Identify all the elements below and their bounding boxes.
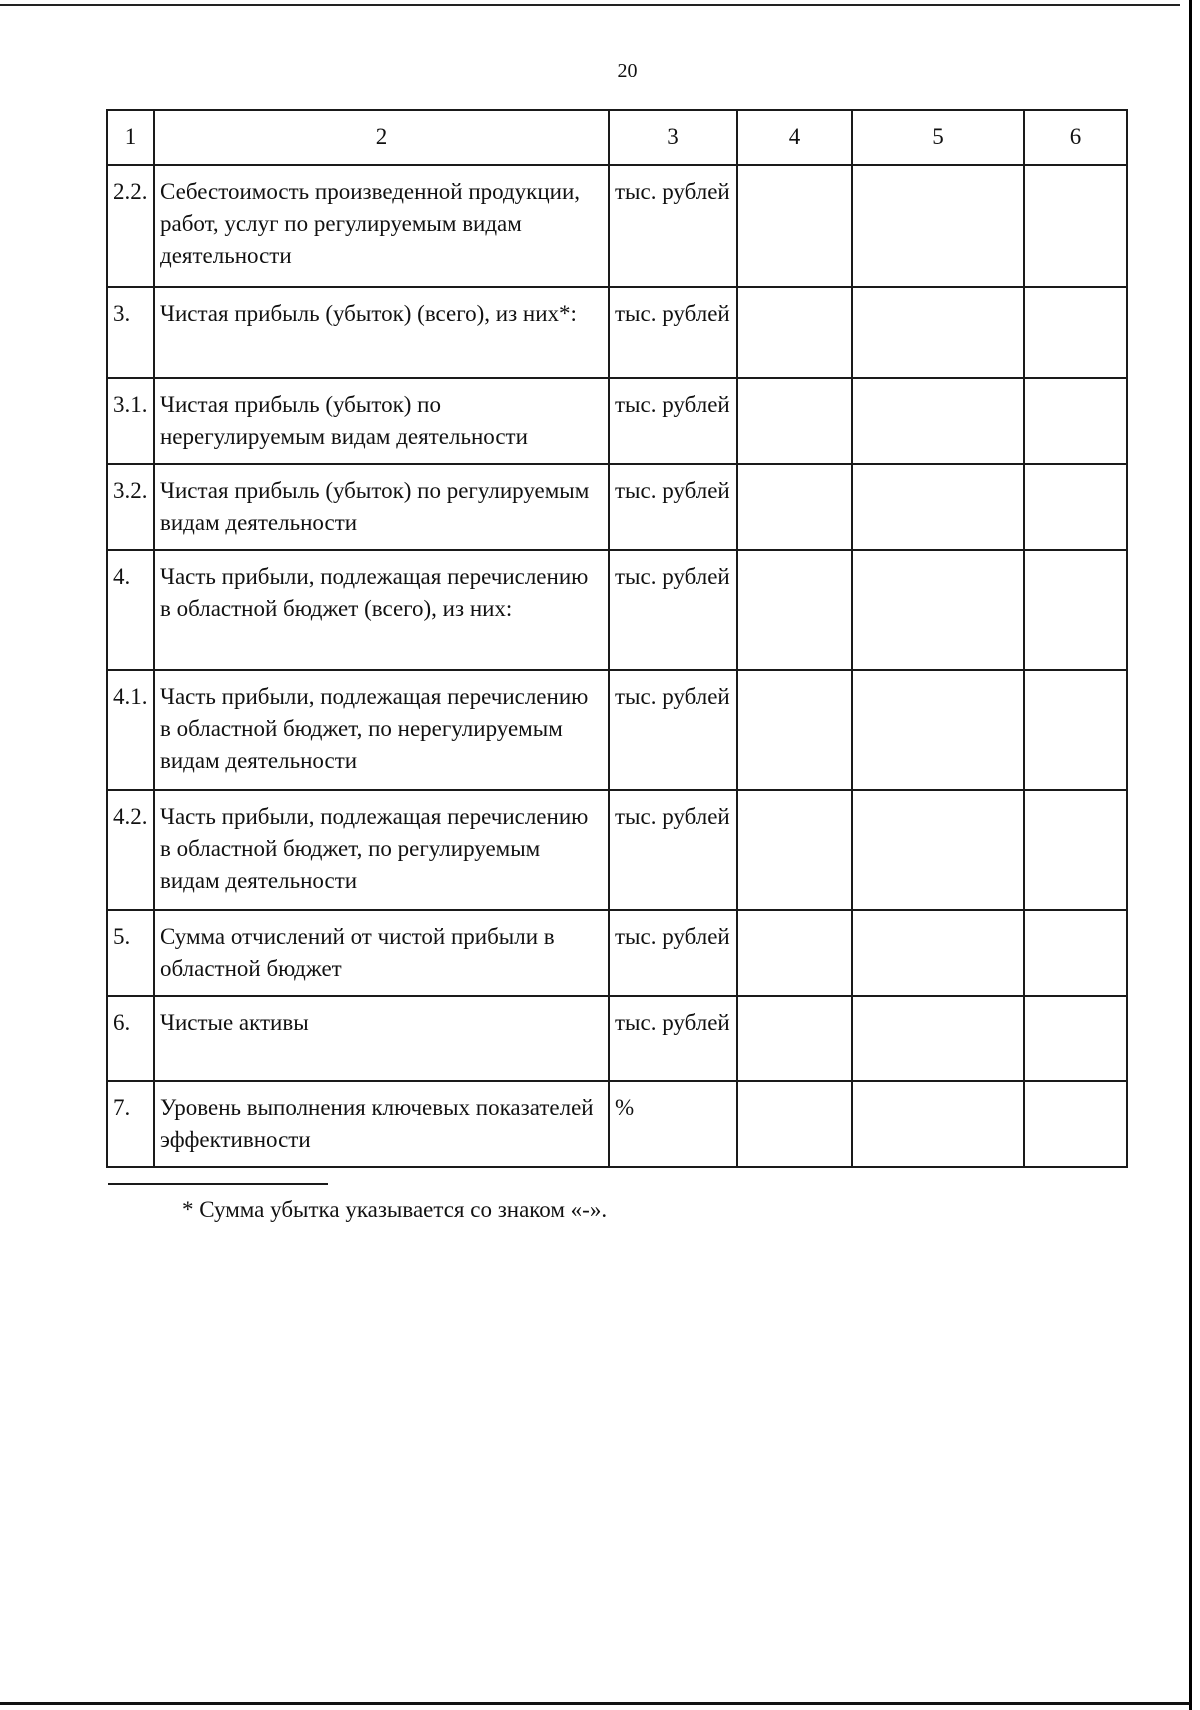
value-cell-6 (1024, 670, 1127, 790)
table-body (107, 165, 1127, 1167)
value-cell-5 (852, 910, 1024, 996)
table-row (107, 1081, 1127, 1167)
indicator-name-cell: Чистые активы (154, 996, 609, 1081)
unit-cell: % (609, 1081, 737, 1167)
page-number: 20 (617, 60, 638, 82)
header-cell-4: 4 (737, 110, 852, 165)
indicator-name-cell: Себестоимость произведенной продукции, работ, услуг по регулируемым видам деятельности (154, 165, 609, 287)
unit-cell: тыс. рублей (609, 464, 737, 550)
unit-cell: тыс. рублей (609, 165, 737, 287)
value-cell-4 (737, 378, 852, 464)
indicator-name-cell: Часть прибыли, подлежащая перечислению в областной бюджет, по регулируемым видам деятельности (154, 790, 609, 910)
row-number-cell: 4.2. (107, 790, 154, 910)
header-cell-3: 3 (609, 110, 737, 165)
value-cell-4 (737, 1081, 852, 1167)
indicator-name-cell: Чистая прибыль (убыток) по нерегулируемым видам деятельности (154, 378, 609, 464)
value-cell-6 (1024, 1081, 1127, 1167)
header-cell-6: 6 (1024, 110, 1127, 165)
scan-right-border (1189, 0, 1192, 1710)
value-cell-4 (737, 910, 852, 996)
table-row (107, 287, 1127, 378)
value-cell-4 (737, 790, 852, 910)
indicator-name-cell: Чистая прибыль (убыток) по регулируемым видам деятельности (154, 464, 609, 550)
indicator-name-cell: Сумма отчислений от чистой прибыли в областной бюджет (154, 910, 609, 996)
row-number-cell: 3.2. (107, 464, 154, 550)
row-number-cell: 5. (107, 910, 154, 996)
footnote: * Сумма убытка указывается со знаком «-». (182, 1197, 608, 1222)
unit-cell: тыс. рублей (609, 378, 737, 464)
unit-cell: тыс. рублей (609, 790, 737, 910)
table-row (107, 670, 1127, 790)
indicator-name-cell: Часть прибыли, подлежащая перечислению в областной бюджет, по нерегулируемым видам деятельности (154, 670, 609, 790)
unit-cell: тыс. рублей (609, 670, 737, 790)
unit-cell: тыс. рублей (609, 287, 737, 378)
indicator-name-cell: Уровень выполнения ключевых показателей эффективности (154, 1081, 609, 1167)
row-number-cell: 3. (107, 287, 154, 378)
indicator-name-cell: Чистая прибыль (убыток) (всего), из них*: (154, 287, 609, 378)
table-row (107, 165, 1127, 287)
value-cell-5 (852, 464, 1024, 550)
value-cell-4 (737, 550, 852, 670)
row-number-cell: 2.2. (107, 165, 154, 287)
scan-bottom-border (0, 1702, 1190, 1705)
value-cell-5 (852, 670, 1024, 790)
header-cell-1: 1 (107, 110, 154, 165)
unit-cell: тыс. рублей (609, 996, 737, 1081)
value-cell-4 (737, 996, 852, 1081)
header-cell-5: 5 (852, 110, 1024, 165)
row-number-cell: 6. (107, 996, 154, 1081)
value-cell-5 (852, 790, 1024, 910)
table-row (107, 790, 1127, 910)
report-table (106, 109, 1128, 1168)
value-cell-5 (852, 550, 1024, 670)
value-cell-6 (1024, 790, 1127, 910)
value-cell-4 (737, 464, 852, 550)
footnote-rule (108, 1183, 328, 1185)
value-cell-4 (737, 165, 852, 287)
value-cell-6 (1024, 378, 1127, 464)
indicator-name-cell: Часть прибыли, подлежащая перечислению в областной бюджет (всего), из них: (154, 550, 609, 670)
header-row (107, 110, 1127, 165)
value-cell-5 (852, 996, 1024, 1081)
value-cell-5 (852, 287, 1024, 378)
table-row (107, 378, 1127, 464)
value-cell-6 (1024, 287, 1127, 378)
value-cell-4 (737, 670, 852, 790)
unit-cell: тыс. рублей (609, 910, 737, 996)
table-row (107, 464, 1127, 550)
value-cell-6 (1024, 910, 1127, 996)
value-cell-5 (852, 378, 1024, 464)
value-cell-5 (852, 165, 1024, 287)
table-row (107, 910, 1127, 996)
value-cell-6 (1024, 464, 1127, 550)
scan-top-border (0, 4, 1180, 6)
value-cell-6 (1024, 165, 1127, 287)
header-cell-2: 2 (154, 110, 609, 165)
table-header (107, 110, 1127, 165)
table-row (107, 996, 1127, 1081)
row-number-cell: 7. (107, 1081, 154, 1167)
value-cell-4 (737, 287, 852, 378)
row-number-cell: 4. (107, 550, 154, 670)
row-number-cell: 3.1. (107, 378, 154, 464)
value-cell-6 (1024, 996, 1127, 1081)
value-cell-6 (1024, 550, 1127, 670)
table-row (107, 550, 1127, 670)
unit-cell: тыс. рублей (609, 550, 737, 670)
value-cell-5 (852, 1081, 1024, 1167)
row-number-cell: 4.1. (107, 670, 154, 790)
